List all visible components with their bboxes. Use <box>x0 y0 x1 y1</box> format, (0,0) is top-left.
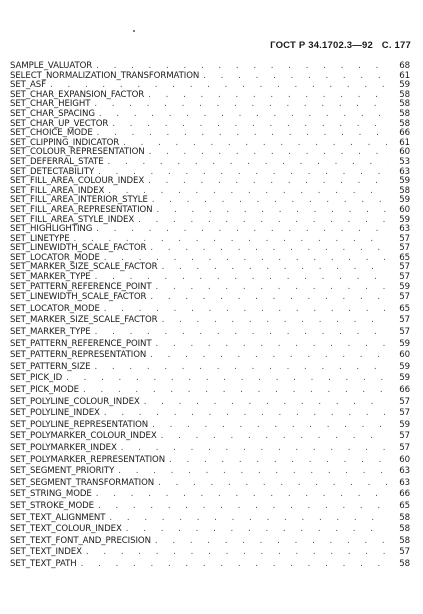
dot-leader <box>99 110 388 120</box>
entry-page-number: 57 <box>399 408 410 419</box>
entry-page-number: 57 <box>399 315 410 326</box>
dot-leader <box>156 339 388 351</box>
entry-page-number: 63 <box>399 224 410 235</box>
entry-page-number: 66 <box>399 489 410 500</box>
entry-name: SET_POLYMARKER_REPRESENTATION <box>10 454 166 465</box>
index-entry <box>10 513 410 525</box>
entry-page-number: 57 <box>399 547 410 558</box>
entry-page-number: 63 <box>399 466 410 477</box>
entry-name: SET_PICK_ID <box>10 373 63 384</box>
entry-page-number: 59 <box>399 361 410 372</box>
entry-page-number: 59 <box>399 176 410 187</box>
index-entry <box>10 420 410 432</box>
entry-name: SET_FILL_AREA_REPRESENTATION <box>10 204 153 215</box>
entry-page-number: 57 <box>399 292 410 303</box>
entry-name: SET_FILL_AREA_INDEX <box>10 185 105 196</box>
entry-name: SET_LOCATOR_MODE <box>10 252 100 263</box>
entry-page-number: 58 <box>399 512 410 523</box>
dot-leader <box>66 373 388 385</box>
dot-leader <box>149 148 388 158</box>
dot-leader <box>157 206 388 216</box>
entry-page-number: 61 <box>399 137 410 148</box>
entry-name: SET_SEGMENT_TRANSFORMATION <box>10 477 155 488</box>
entry-name: SET_SEGMENT_PRIORITY <box>10 466 115 477</box>
index-entry <box>10 524 410 536</box>
entry-name: SET_CHAR_HEIGHT <box>10 99 91 110</box>
dot-leader <box>86 547 388 559</box>
entry-page-number: 59 <box>399 80 410 91</box>
index-entry <box>10 373 410 385</box>
entry-page-number: 57 <box>399 327 410 338</box>
entry-page-number: 60 <box>399 350 410 361</box>
dot-leader <box>121 443 388 455</box>
entry-name: SET_PATTERN_REFERENCE_POINT <box>10 281 152 292</box>
dot-leader <box>104 408 388 420</box>
entry-name: SET_DEFERRAL_STATE <box>10 156 104 167</box>
entry-page-number: 63 <box>399 166 410 177</box>
entry-page-number: 66 <box>399 385 410 395</box>
standard-designation: ГОСТ Р 34.1702.3—92 <box>270 40 373 51</box>
entry-page-number: 58 <box>399 118 410 129</box>
entry-page-number: 58 <box>399 524 410 535</box>
entry-name: SET_PATTERN_SIZE <box>10 361 91 372</box>
index-entry <box>10 315 410 327</box>
entry-page-number: 59 <box>399 195 410 206</box>
index-entry <box>10 501 410 513</box>
entry-name: SET_MARKER_TYPE <box>10 272 91 283</box>
dot-leader <box>97 129 388 139</box>
entry-name: SET_PATTERN_REFERENCE_POINT <box>10 338 152 349</box>
index-entry <box>10 292 410 304</box>
dot-leader <box>81 559 388 571</box>
entry-name: SET_POLYLINE_REPRESENTATION <box>10 419 149 430</box>
entry-name: SET_PATTERN_REPRESENTATION <box>10 350 147 361</box>
index-entry <box>10 225 410 235</box>
index-entry <box>10 327 410 339</box>
dot-leader <box>152 420 388 432</box>
entry-name: SET_CHAR_UP_VECTOR <box>10 118 109 129</box>
index-entry <box>10 397 410 409</box>
entry-page-number: 59 <box>399 373 410 384</box>
dot-leader <box>138 216 388 226</box>
entry-name: SET_FILL_AREA_INTERIOR_STYLE <box>10 195 148 206</box>
entry-name: SET_TEXT_FONT_AND_PRECISION <box>10 535 151 546</box>
entry-name: SET_CHOICE_MODE <box>10 128 93 139</box>
entry-name: SET_TEXT_PATH <box>10 558 77 569</box>
index-entry <box>10 431 410 443</box>
page-number: С. 177 <box>381 40 411 51</box>
entry-name: SET_CLIPPING_INDICATOR <box>10 137 120 148</box>
entry-name: SET_TEXT_INDEX <box>10 547 82 558</box>
entry-name: SET_HIGHLIGHTING <box>10 224 93 235</box>
dot-leader <box>162 315 388 327</box>
entry-page-number: 66 <box>399 128 410 139</box>
entry-page-number: 61 <box>399 70 410 81</box>
dot-leader <box>150 244 388 254</box>
index-entry <box>10 72 410 82</box>
entry-page-number: 58 <box>399 535 410 546</box>
index-entry <box>10 350 410 362</box>
entry-page-number: 68 <box>399 61 410 71</box>
entry-name: SET_POLYMARKER_COLOUR_INDEX <box>10 431 157 442</box>
index-entry <box>10 559 410 571</box>
entry-page-number: 60 <box>399 204 410 215</box>
index-entry <box>10 385 410 397</box>
entry-name: SET_FILL_AREA_COLOUR_INDEX <box>10 176 145 187</box>
entry-name: SET_MARKER_SIZE_SCALE_FACTOR <box>10 315 158 326</box>
entry-name: SET_POLYLINE_COLOUR_INDEX <box>10 396 140 407</box>
entry-name: SET_DETECTABILITY <box>10 166 95 177</box>
page-header <box>264 40 411 51</box>
entry-page-number: 65 <box>399 252 410 263</box>
entry-name: SET_CHAR_SPACING <box>10 108 95 119</box>
entry-name: SET_MARKER_TYPE <box>10 327 91 338</box>
entry-page-number: 58 <box>399 558 410 569</box>
dot-leader <box>104 304 388 316</box>
dot-leader <box>156 283 388 293</box>
dot-leader <box>203 72 388 82</box>
entry-page-number: 57 <box>399 262 410 273</box>
index-entry <box>10 339 410 351</box>
dot-leader <box>148 91 388 101</box>
index-entry <box>10 362 410 374</box>
entry-name: SET_MARKER_SIZE_SCALE_FACTOR <box>10 262 158 273</box>
dot-leader <box>96 225 388 235</box>
entry-page-number: 57 <box>399 243 410 254</box>
index-entry <box>10 466 410 478</box>
entry-name: SET_PICK_MODE <box>10 385 80 395</box>
entry-page-number: 60 <box>399 147 410 158</box>
index-entry <box>10 455 410 467</box>
dot-leader <box>94 362 388 374</box>
entry-name: SET_LINEWIDTH_SCALE_FACTOR <box>10 292 147 303</box>
entry-name: SET_POLYLINE_INDEX <box>10 408 100 419</box>
entry-name: SET_ASF <box>10 80 47 91</box>
dot-leader <box>123 139 388 149</box>
entry-page-number: 58 <box>399 185 410 196</box>
dot-leader <box>118 466 388 478</box>
entry-page-number: 65 <box>399 500 410 511</box>
entry-page-number: 58 <box>399 99 410 110</box>
index-entry <box>10 478 410 490</box>
entry-name: SELECT_NORMALIZATION_TRANSFORMATION <box>10 70 200 81</box>
entry-name: SET_COLOUR_REPRESENTATION <box>10 147 145 158</box>
dot-leader <box>144 397 388 409</box>
entry-page-number: 59 <box>399 419 410 430</box>
entry-page-number: 57 <box>399 272 410 283</box>
entry-page-number: 60 <box>399 454 410 465</box>
index-entry <box>10 304 410 316</box>
entry-name: SET_TEXT_COLOUR_INDEX <box>10 524 122 535</box>
entry-name: SET_STROKE_MODE <box>10 500 94 511</box>
entry-page-number: 65 <box>399 303 410 314</box>
dot-leader <box>162 263 388 273</box>
dot-leader <box>95 327 388 339</box>
entry-page-number: 58 <box>399 108 410 119</box>
entry-page-number: 57 <box>399 233 410 244</box>
entry-page-number: 57 <box>399 396 410 407</box>
entry-page-number: 59 <box>399 338 410 349</box>
index-entry <box>10 283 410 293</box>
dot-leader <box>126 524 388 536</box>
entry-name: SET_STRING_MODE <box>10 489 92 500</box>
entry-page-number: 59 <box>399 281 410 292</box>
dot-leader <box>161 431 388 443</box>
entry-name: SET_LINEWIDTH_SCALE_FACTOR <box>10 243 147 254</box>
dot-leader <box>150 292 388 304</box>
dot-leader <box>148 177 388 187</box>
dot-leader <box>96 489 388 501</box>
dot-leader <box>152 196 388 206</box>
dot-leader <box>94 100 388 110</box>
dot-leader <box>109 513 388 525</box>
entry-name: SET_CHAR_EXPANSION_FACTOR <box>10 89 145 100</box>
index-entry <box>10 547 410 559</box>
entry-page-number: 63 <box>399 477 410 488</box>
dot-leader <box>112 120 388 130</box>
scan-speck <box>133 30 135 32</box>
entry-page-number: 53 <box>399 156 410 167</box>
entry-page-number: 57 <box>399 431 410 442</box>
dot-leader <box>169 455 388 467</box>
entry-page-number: 57 <box>399 442 410 453</box>
dot-leader <box>108 187 388 197</box>
index-entry <box>10 408 410 420</box>
dot-leader <box>98 501 388 513</box>
entry-page-number: 58 <box>399 89 410 100</box>
dot-leader <box>83 385 388 397</box>
index-entry <box>10 489 410 501</box>
entry-name: SAMPLE_VALUATOR <box>10 61 93 71</box>
index-entry <box>10 443 410 455</box>
entry-name: SET_LOCATOR_MODE <box>10 303 100 314</box>
entry-page-number: 59 <box>399 214 410 225</box>
index-entry <box>10 536 410 548</box>
dot-leader <box>150 350 388 362</box>
entry-name: SET_LINETYPE <box>10 233 70 244</box>
dot-leader <box>158 478 388 490</box>
entry-name: SET_TEXT_ALIGNMENT <box>10 512 106 523</box>
dot-leader <box>155 536 388 548</box>
entry-name: SET_FILL_AREA_STYLE_INDEX <box>10 214 135 225</box>
function-index-list <box>10 62 410 571</box>
dot-leader <box>108 158 388 168</box>
entry-name: SET_POLYMARKER_INDEX <box>10 442 117 453</box>
